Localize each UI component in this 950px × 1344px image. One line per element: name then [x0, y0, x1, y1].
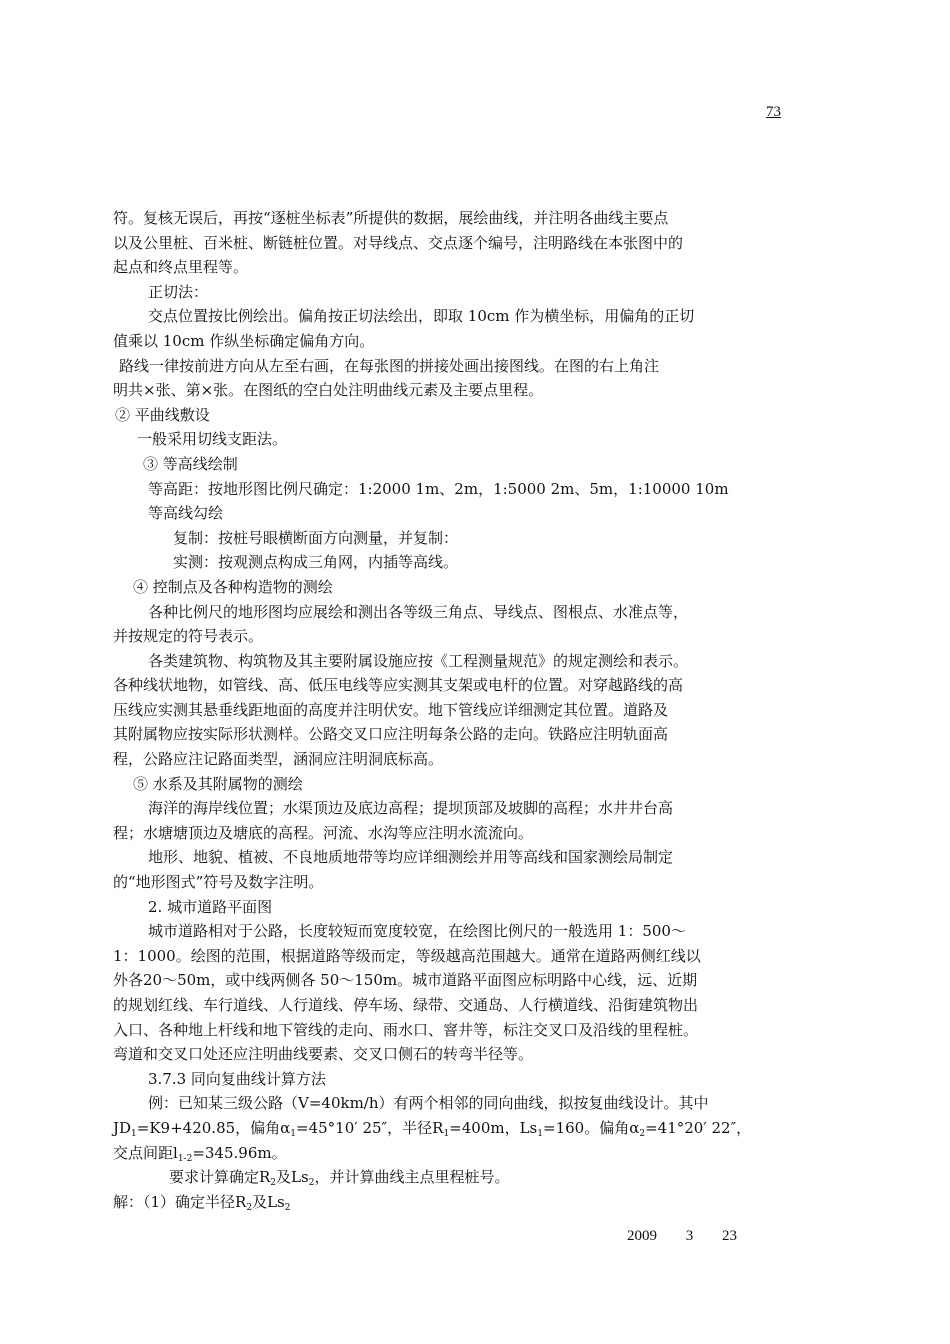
formula-line-2	[113, 1141, 743, 1166]
text-line: ④ 控制点及各种构造物的测绘	[133, 577, 333, 596]
footer-day: 23	[722, 1228, 737, 1244]
text-run: =400m，Ls	[449, 1118, 538, 1137]
footer-month: 3	[685, 1228, 694, 1244]
text-line: 压线应实测其悬垂线距地面的高度并注明伏安。地下管线应详细测定其位置。道路及	[113, 700, 669, 719]
page-number: 73	[766, 104, 781, 120]
text-line: 的规划红线、车行道线、人行道线、停车场、绿带、交通岛、人行横道线、沿街建筑物出	[113, 996, 699, 1014]
text-run: 及Ls	[276, 1168, 309, 1187]
text-line: 交点位置按比例绘出。偏角按正切法绘出，即取 10cm 作为横坐标，用偏角的正切	[148, 307, 695, 326]
subscript: 1-2	[177, 1153, 193, 1164]
text-line: 入口、各种地上杆线和地下管线的走向、雨水口、窨井等，标注交叉口及沿线的里程桩。	[113, 1020, 699, 1039]
text-run: =41°20′ 22″，	[645, 1118, 752, 1137]
text-line: 海洋的海岸线位置；水渠顶边及底边高程；提坝顶部及坡脚的高程；水井井台高	[148, 799, 674, 818]
text-line: 各种线状地物，如管线、高、低压电线等应实测其支架或电杆的位置。对穿越路线的高	[113, 676, 684, 695]
text-run: 交点间距l	[113, 1143, 178, 1162]
text-lines	[113, 206, 743, 1116]
text-line: 城市道路相对于公路，长度较短而宽度较宽，在绘图比例尺的一般选用 1：500～	[148, 922, 686, 941]
text-line: 程；水塘塘顶边及塘底的高程。河流、水沟等应注明水流流向。	[113, 823, 534, 842]
text-line: 以及公里桩、百米桩、断链桩位置。对导线点、交点逐个编号，注明路线在本张图中的	[113, 233, 684, 252]
text-line: 起点和终点里程等。	[113, 258, 249, 277]
text-run: 要求计算确定R	[169, 1168, 271, 1187]
text-line: 各类建筑物、构筑物及其主要附属设施应按《工程测量规范》的规定测绘和表示。	[148, 651, 689, 670]
text-line: 值乘以 10cm 作纵坐标确定偏角方向。	[113, 331, 375, 350]
text-line: 程，公路应注记路面类型，涵洞应注明洞底标高。	[113, 750, 444, 769]
text-line: 等高距：按地形图比例尺确定：1:2000 1m、2m，1:5000 2m、5m，1:10000 10m	[148, 479, 729, 498]
text-line: 地形、地貌、植被、不良地质地带等均应详细测绘并用等高线和国家测绘局制定	[148, 848, 674, 867]
formula-line-3	[113, 1165, 743, 1190]
text-line: 并按规定的符号表示。	[113, 627, 264, 646]
text-line: 外各20～50m，或中线两侧各 50～150m。城市道路平面图应标明路中心线，远、近期	[113, 971, 698, 990]
text-line: 复制：按桩号眼横断面方向测量，并复制：	[173, 528, 459, 547]
text-run: ，并计算曲线主点里程桩号。	[314, 1168, 510, 1187]
formula-line-4	[113, 1190, 743, 1215]
footer-date	[627, 1228, 737, 1245]
text-run: 解：（1）确定半径R	[113, 1192, 247, 1211]
text-line: 明共×张、第×张。在图纸的空白处注明曲线元素及主要点里程。	[113, 381, 544, 400]
text-line: ③ 等高线绘制	[143, 454, 238, 473]
subscript: 1	[131, 1128, 137, 1139]
text-line: 2. 城市道路平面图	[148, 897, 273, 916]
text-line: 正切法：	[148, 282, 209, 301]
formula-line-1	[113, 1116, 752, 1141]
subscript: 2	[270, 1178, 277, 1189]
text-run: =K9+420.85，偏角α	[136, 1118, 291, 1137]
text-line: ② 平曲线敷设	[115, 405, 210, 424]
text-line: 等高线勾绘	[148, 504, 224, 523]
subscript: 1	[443, 1128, 450, 1139]
text-line: 路线一律按前进方向从左至右画，在每张图的拼接处画出接图线。在图的右上角注	[119, 356, 660, 375]
text-run: =160。偏角α	[543, 1118, 640, 1137]
text-line: ⑤ 水系及其附属物的测绘	[133, 774, 303, 793]
text-line: 1：1000。绘图的范围，根据道路等级而定，等级越高范围越大。通常在道路两侧红线以	[113, 946, 701, 965]
text-line: 其附属物应按实际形状测样。公路交叉口应注明每条公路的走向。铁路应注明轨面高	[113, 725, 669, 744]
text-run: =45°10′ 25″，半径R	[296, 1118, 444, 1137]
subscript: 2	[246, 1202, 253, 1213]
text-line: 的“地形图式”符号及数字注明。	[113, 873, 324, 892]
text-line: 例：已知某三级公路（V=40km/h）有两个相邻的同向曲线，拟按复曲线设计。其中	[148, 1094, 709, 1113]
document-body	[113, 206, 752, 1214]
subscript: 1	[290, 1128, 297, 1139]
text-run: 及Ls	[252, 1192, 285, 1211]
text-run: JD	[113, 1118, 132, 1137]
subscript: 2	[639, 1128, 646, 1139]
subscript: 2	[308, 1178, 315, 1189]
subscript: 2	[284, 1202, 291, 1213]
text-line: 一般采用切线支距法。	[137, 430, 288, 449]
text-line: 各种比例尺的地形图均应展绘和测出各等级三角点、导线点、图根点、水准点等，	[148, 602, 689, 621]
text-line: 符。复核无误后，再按“逐桩坐标表”所提供的数据，展绘曲线，并注明各曲线主要点	[113, 209, 669, 227]
footer-year: 2009	[627, 1228, 657, 1244]
text-line: 3.7.3 同向复曲线计算方法	[148, 1069, 326, 1088]
text-run: =345.96m。	[192, 1143, 287, 1162]
text-line: 弯道和交叉口处还应注明曲线要素、交叉口侧石的转弯半径等。	[113, 1045, 534, 1064]
subscript: 1	[537, 1128, 543, 1139]
text-line: 实测：按观测点构成三角网，内插等高线。	[173, 553, 459, 572]
